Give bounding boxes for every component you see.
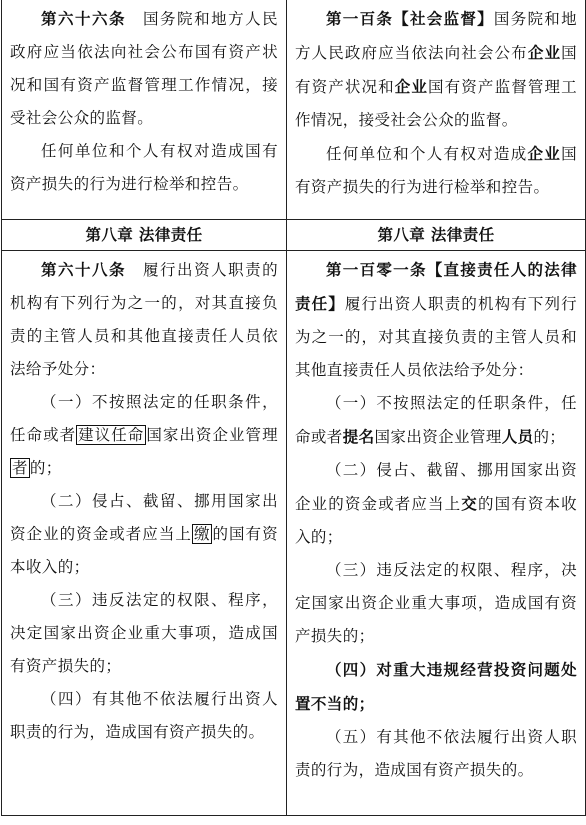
article-text: 履行出资人职责的机构有下列行为之一的，对其直接负责的主管人员和其他直接责任人员依法给予处分：	[10, 261, 278, 378]
article-number: 第一百零一条【直接责任人的法律责任】	[295, 260, 577, 313]
paragraph: 任何单位和个人有权对造成国有资产损失的行为进行检举和控告。	[10, 142, 278, 193]
article-number: 第六十八条	[41, 260, 127, 279]
right-cell-article-100	[287, 0, 586, 220]
left-cell-article-68	[2, 251, 287, 816]
paragraph: （五）有其他不依法履行出资人职责的行为，造成国有资产损失的。	[295, 728, 577, 779]
paragraph	[295, 253, 577, 387]
article-text: 履行出资人职责的机构有下列行为之一的，对其直接负责的主管人员和其他直接责任人员依法给予处分：	[295, 295, 578, 379]
right-cell-article-101	[287, 251, 586, 816]
paragraph	[295, 454, 577, 554]
added-item: （四）对重大违规经营投资问题处置不当的；	[295, 660, 577, 713]
changed-word-box: 建议任命	[78, 426, 145, 444]
highlight-word: 企业	[394, 77, 429, 96]
paragraph	[10, 485, 278, 584]
article-number: 第六十六条	[41, 9, 127, 28]
paragraph	[10, 2, 278, 135]
highlight-word: 企业	[527, 144, 562, 163]
paragraph: （三）违反法定的权限、程序，决定国家出资企业重大事项，造成国有资产损失的；	[10, 591, 278, 675]
text-span: （一）不按照法定的任职条件，任命或者	[295, 394, 577, 446]
text-span: 国务院和地方人民政府应当依法向社会公布	[295, 10, 577, 62]
right-chapter-heading: 第八章 法律责任	[287, 220, 586, 251]
text-span: 国有资产状况和	[295, 44, 577, 96]
text-span: 的；	[533, 428, 566, 446]
highlight-word: 企业	[527, 43, 562, 62]
article-text: 国务院和地方人民政府应当依法向社会公布国有资产状况和国有资产监督管理工作情况，接受社会公众的监督。	[10, 10, 278, 127]
paragraph: （四）有其他不依法履行出资人职责的行为，造成国有资产损失的。	[10, 690, 278, 741]
text-span: （二）侵占、截留、挪用国家出资企业的资金或者应当上	[295, 461, 577, 513]
highlight-word: 提名	[342, 427, 375, 446]
text-span: （一）不按照法定的任职条件，任命或者	[10, 393, 278, 444]
paragraph	[295, 137, 577, 204]
text-span: 国家出资企业管理	[146, 426, 278, 444]
paragraph	[295, 387, 577, 454]
left-cell-article-66	[2, 0, 287, 220]
highlight-word: 交	[461, 494, 478, 513]
table-row	[2, 0, 586, 220]
text-span: 国有资产监督管理工作情况，接受社会公众的监督。	[295, 78, 577, 129]
changed-word-box: 者	[12, 459, 28, 477]
text-span: （二）侵占、截留、挪用国家出资企业的资金或者应当上	[10, 492, 278, 543]
table-row	[2, 220, 586, 251]
paragraph	[10, 253, 278, 386]
text-span: 任何单位和个人有权对造成	[326, 145, 528, 163]
article-number: 第一百条【社会监督】	[326, 9, 494, 28]
paragraph	[10, 386, 278, 485]
comparison-table	[1, 0, 586, 816]
paragraph: （三）违反法定的权限、程序，决定国家出资企业重大事项，造成国有资产损失的；	[295, 561, 577, 645]
paragraph	[295, 653, 577, 721]
table-row	[2, 251, 586, 816]
text-span: 的国有资本收入的；	[295, 495, 577, 546]
paragraph	[295, 2, 577, 137]
changed-word-box: 缴	[193, 525, 211, 543]
text-span: 国家出资企业管理	[374, 428, 502, 446]
left-chapter-heading: 第八章 法律责任	[2, 220, 287, 251]
text-span: 国有资产损失的行为进行检举和控告。	[295, 145, 577, 196]
highlight-word: 人员	[501, 427, 534, 446]
text-span: 的国有资本收入的；	[10, 525, 279, 576]
text-span: 的；	[29, 459, 62, 477]
